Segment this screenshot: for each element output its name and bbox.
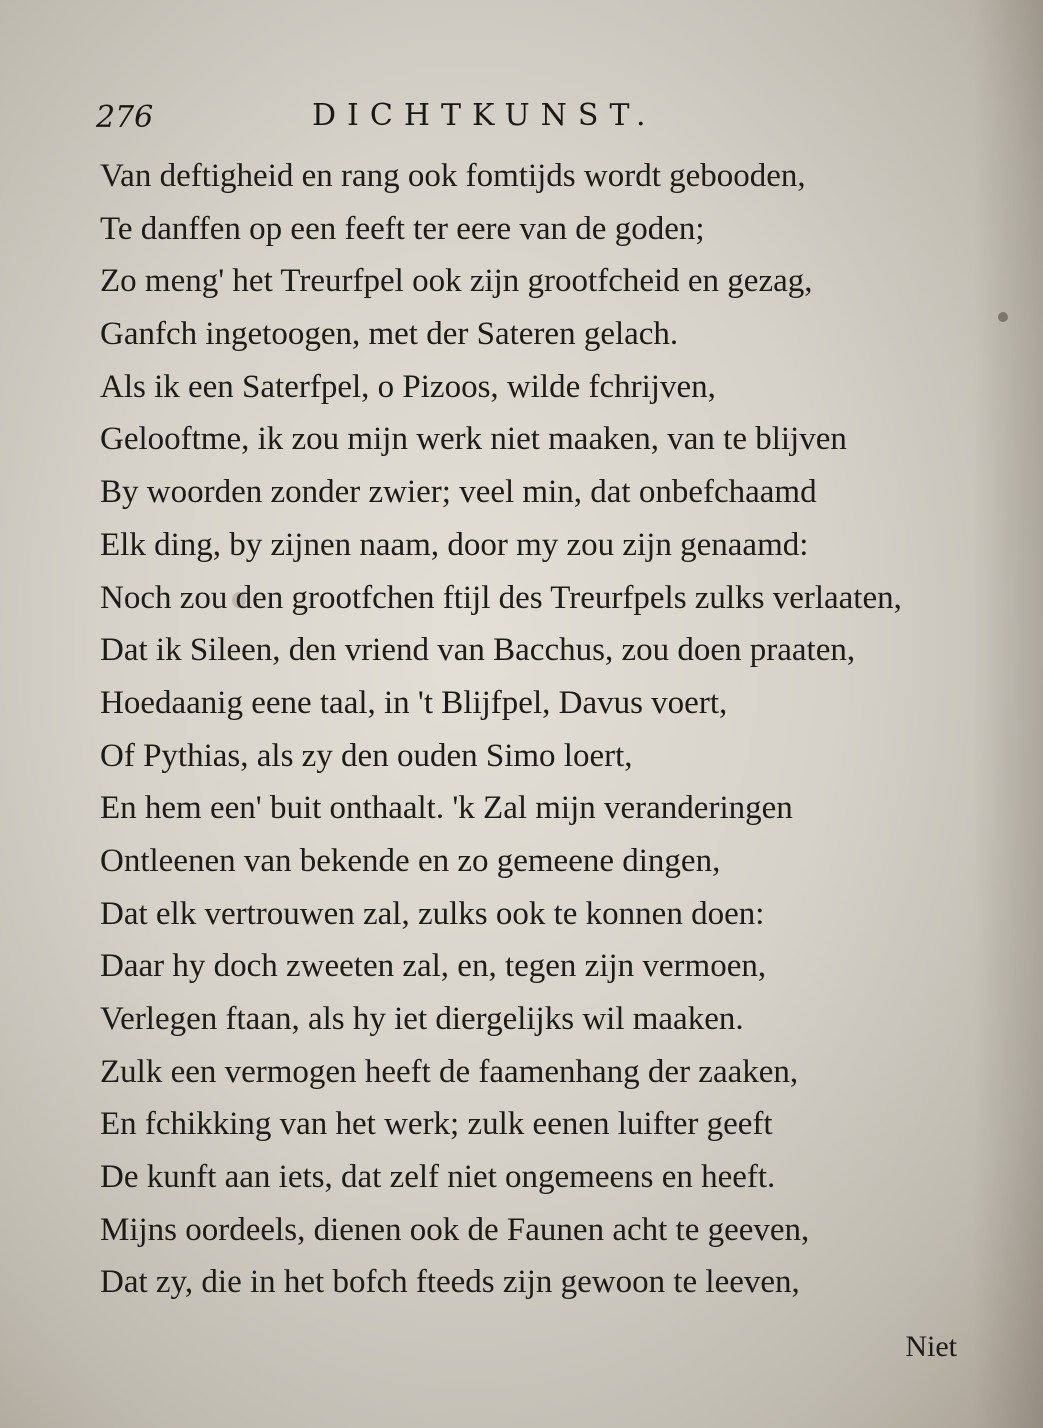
poem-text (100, 150, 980, 1309)
verse-line: By woorden zonder zwier; veel min, dat onbefchaamd (100, 474, 817, 511)
page-header (96, 96, 956, 136)
page-edge-shadow (973, 0, 1043, 1428)
verse-line: Verlegen ftaan, als hy iet diergelijks wil maaken. (100, 1001, 744, 1037)
running-head: DICHTKUNST. (312, 98, 657, 133)
verse-line: Zo meng' het Treurfpel ook zijn grootfcheid en gezag, (100, 263, 813, 300)
verse-line: Ganfch ingetoogen, met der Sateren gelach. (100, 316, 679, 353)
verse-line: Ontleenen van bekende en zo gemeene dingen, (100, 842, 721, 879)
verse-line: Daar hy doch zweeten zal, en, tegen zijn vermoen, (100, 948, 767, 985)
verse-line: Noch zou den grootfchen ftijl des Treurfpels zulks verlaaten, (100, 579, 902, 616)
verse-line: Mijns oordeels, dienen ook de Faunen acht te geeven, (100, 1211, 810, 1248)
verse-line: Te danffen op een feeft ter eere van de goden; (100, 210, 705, 247)
verse-line: Dat zy, die in het bofch fteeds zijn gewoon te leeven, (100, 1264, 800, 1301)
page-number: 276 (96, 100, 154, 135)
verse-line: En hem een' buit onthaalt. 'k Zal mijn veranderingen (100, 790, 793, 827)
verse-line: De kunft aan iets, dat zelf niet ongemeens en heeft. (100, 1159, 776, 1196)
verse-line: Gelooftme, ik zou mijn werk niet maaken, van te blijven (100, 421, 847, 458)
verse-line: Elk ding, by zijnen naam, door my zou zijn genaamd: (100, 526, 809, 563)
ink-spot (998, 312, 1008, 322)
verse-line: Als ik een Saterfpel, o Pizoos, wilde fchrijven, (100, 368, 716, 405)
verse-line: Zulk een vermogen heeft de faamenhang der zaaken, (100, 1053, 799, 1090)
verse-line: Dat ik Sileen, den vriend van Bacchus, zou doen praaten, (100, 632, 856, 669)
verse-line: Dat elk vertrouwen zal, zulks ook te konnen doen: (100, 895, 765, 932)
ink-spot (232, 592, 246, 608)
verse-line: Hoedaanig eene taal, in 't Blijfpel, Davus voert, (100, 684, 728, 721)
verse-line: En fchikking van het werk; zulk eenen luifter geeft (100, 1106, 773, 1143)
catchword: Niet (905, 1330, 957, 1363)
verse-line: Of Pythias, als zy den ouden Simo loert, (100, 737, 633, 774)
verse-line: Van deftigheid en rang ook fomtijds wordt gebooden, (100, 158, 806, 194)
